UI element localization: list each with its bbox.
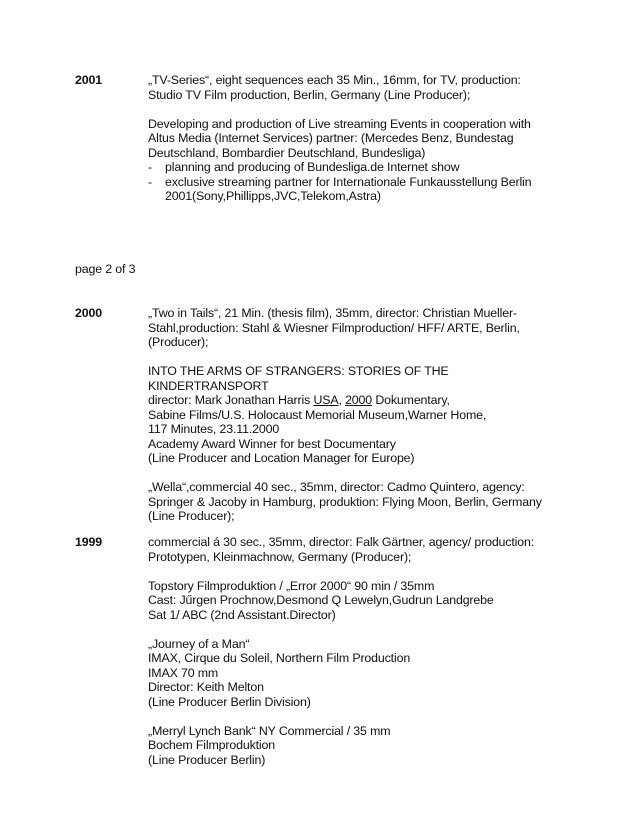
text-line: Studio TV Film production, Berlin, Germany (Line Producer); [148,87,471,102]
director-line [148,393,608,408]
bullet-item [148,175,608,190]
year-2000-link[interactable]: 2000 [345,393,373,407]
text-line: „TV-Series“, eight sequences each 35 Min., 16mm, for TV, production: [148,73,521,87]
year-2000: 2000 [75,306,102,320]
text-line: commercial á 30 sec., 35mm, director: Falk Gärtner, agency/ production: [148,535,535,549]
entry-2000 [148,306,608,538]
text-line: „Journey of a Man“ [148,636,250,651]
text-line: KINDERTRANSPORT [148,378,269,393]
text-line: Altus Media (Internet Services) partner: (Mercedes Benz, Bundestag [148,131,514,145]
text-line: IMAX, Cirque du Soleil, Northern Film Production [148,651,411,665]
text-line: (Line Producer and Location Manager for Europe) [148,451,415,465]
text-line: INTO THE ARMS OF STRANGERS: STORIES OF THE [148,364,449,378]
bullet-dash: - [148,174,152,189]
text-line: 117 Minutes, 23.11.2000 [148,422,280,436]
bullet-item [148,160,608,175]
text-line: Sabine Films/U.S. Holocaust Memorial Museum,Warner Home, [148,407,487,422]
text-line: (Line Producer Berlin Division) [148,694,311,709]
bullet-dash: - [148,160,152,174]
text-line: Topstory Filmproduktion / „Error 2000“ 90 min / 35mm [148,578,435,593]
entry-2001 [148,73,608,218]
text-line: Bochem Filmproduktion [148,738,276,752]
text-line: „Merryl Lynch Bank“ NY Commercial / 35 mm [148,723,391,738]
wella-commercial-entry [148,480,608,524]
bullet-text: planning and producing of Bundesliga.de Internet show [165,160,460,174]
text-line: Stahl,production: Stahl & Wiesner Filmproduction/ HFF/ ARTE, Berlin, [148,320,520,335]
year-1999: 1999 [75,535,102,549]
page-number-label: page 2 of 3 [75,262,136,276]
text-line: Cast: Jűrgen Prochnow,Desmond Q Lewelyn,Gudrun Landgrebe [148,593,494,607]
genre-text: Dokumentary, [372,393,450,407]
strangers-documentary-entry [148,364,608,466]
bullet-continuation: 2001(Sony,Phillipps,JVC,Telekom,Astra) [165,189,381,203]
text-line: Prototypen, Kleinmachnow, Germany (Producer); [148,549,412,564]
year-2001: 2001 [75,73,102,87]
text-line: Deutschland, Bombardier Deutschland, Bundesliga) [148,145,426,160]
text-line: „Wella“,commercial 40 sec., 35mm, director: Cadmo Quintero, agency: [148,480,525,494]
live-streaming-entry [148,117,608,204]
text-line: Academy Award Winner for best Documentary [148,436,396,451]
text-line: (Line Producer Berlin) [148,752,266,767]
usa-link[interactable]: USA [313,393,339,407]
text-line: Springer & Jacoby in Hamburg, produktion: Flying Moon, Berlin, Germany [148,494,542,509]
text-line: Developing and production of Live streaming Events in cooperation with [148,116,531,131]
tv-series-entry [148,73,608,102]
error-2000-entry [148,579,608,623]
entry-1999 [148,535,608,782]
director-text: director: Mark Jonathan Harris [148,393,314,407]
text-line: (Producer); [148,335,209,349]
text-line: IMAX 70 mm [148,665,219,680]
text-line: (Line Producer); [148,509,235,523]
separator-text: , [338,393,346,407]
merryl-lynch-entry [148,724,608,768]
commercial-entry [148,535,608,564]
text-line: Director: Keith Melton [148,680,264,694]
text-line: Sat 1/ ABC (2nd Assistant.Director) [148,607,336,622]
two-in-tails-entry [148,306,608,350]
bullet-text: exclusive streaming partner for Internationale Funkausstellung Berlin [165,174,532,189]
text-line: „Two in Tails“, 21 Min. (thesis film), 35mm, director: Christian Mueller- [148,306,517,320]
journey-of-a-man-entry [148,637,608,710]
